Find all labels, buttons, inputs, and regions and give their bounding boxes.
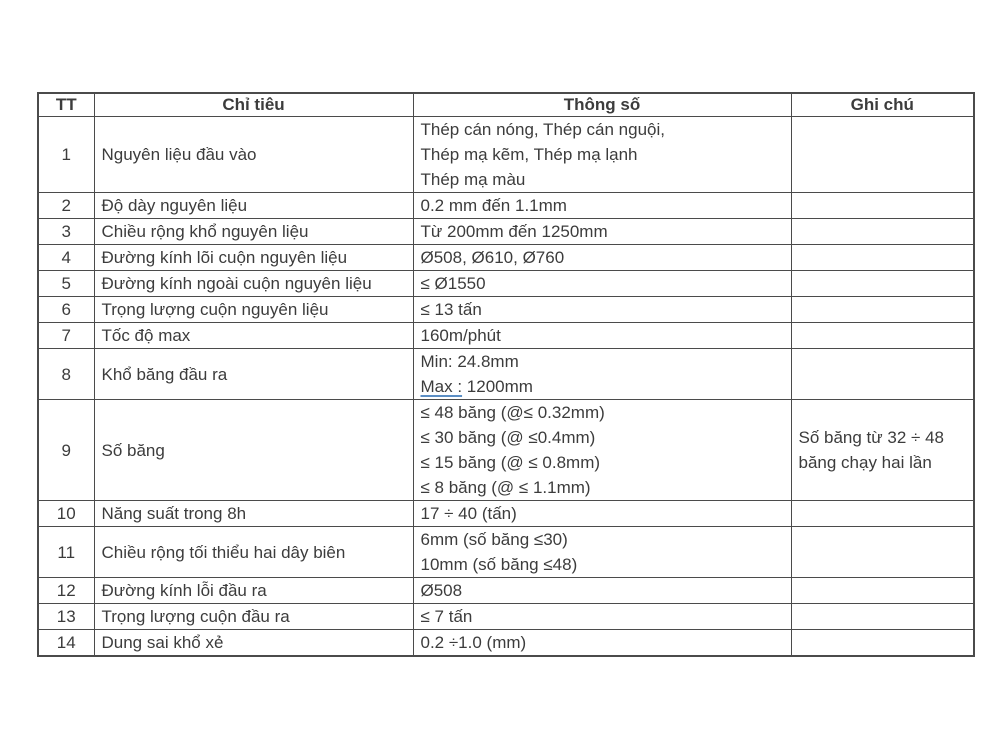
criteria-cell: Độ dày nguyên liệu	[94, 193, 413, 219]
criteria-cell: Trọng lượng cuộn đầu ra	[94, 604, 413, 630]
criteria-cell: Chiều rộng khổ nguyên liệu	[94, 219, 413, 245]
row-number-cell: 12	[38, 578, 94, 604]
row-number-cell: 2	[38, 193, 94, 219]
table-row	[38, 501, 974, 527]
criteria-cell: Năng suất trong 8h	[94, 501, 413, 527]
value-line: Max : 1200mm	[420, 377, 533, 396]
note-cell	[791, 193, 974, 219]
value-line: ≤ 30 băng (@ ≤0.4mm)	[420, 428, 596, 447]
criteria-cell: Số băng	[94, 400, 413, 501]
note-cell	[791, 271, 974, 297]
criteria-cell: Đường kính ngoài cuộn nguyên liệu	[94, 271, 413, 297]
value-line: 17 ÷ 40 (tấn)	[420, 504, 517, 523]
spec-table	[37, 92, 975, 657]
table-row	[38, 193, 974, 219]
value-line: Thép cán nóng, Thép cán nguội,	[420, 120, 665, 139]
note-cell	[791, 323, 974, 349]
note-cell	[791, 297, 974, 323]
note-cell	[791, 501, 974, 527]
header-cell-chi-tieu: Chỉ tiêu	[94, 93, 413, 117]
criteria-cell: Đường kính lõi cuộn nguyên liệu	[94, 245, 413, 271]
criteria-cell: Dung sai khổ xẻ	[94, 630, 413, 657]
row-number-cell: 8	[38, 349, 94, 400]
table-row	[38, 219, 974, 245]
value-line: Thép mạ kẽm, Thép mạ lạnh	[420, 145, 638, 164]
row-number-cell: 6	[38, 297, 94, 323]
value-cell	[413, 630, 791, 657]
value-line: 160m/phút	[420, 326, 501, 345]
value-cell	[413, 297, 791, 323]
table-row	[38, 117, 974, 193]
value-cell	[413, 400, 791, 501]
table-row	[38, 349, 974, 400]
underlined-text: Max :	[420, 377, 463, 396]
note-cell	[791, 349, 974, 400]
row-number-cell: 9	[38, 400, 94, 501]
value-line: ≤ 48 băng (@≤ 0.32mm)	[420, 403, 605, 422]
spec-table-body	[38, 117, 974, 657]
table-row	[38, 578, 974, 604]
row-number-cell: 14	[38, 630, 94, 657]
value-cell	[413, 193, 791, 219]
value-line: 0.2 ÷1.0 (mm)	[420, 633, 527, 652]
value-line: ≤ Ø1550	[420, 274, 486, 293]
criteria-cell: Tốc độ max	[94, 323, 413, 349]
criteria-cell: Khổ băng đầu ra	[94, 349, 413, 400]
value-cell	[413, 117, 791, 193]
header-cell-thong-so: Thông số	[413, 93, 791, 117]
value-line: 10mm (số băng ≤48)	[420, 555, 578, 574]
table-row	[38, 245, 974, 271]
value-line: ≤ 8 băng (@ ≤ 1.1mm)	[420, 478, 591, 497]
note-cell: Số băng từ 32 ÷ 48 băng chạy hai lần	[791, 400, 974, 501]
table-row	[38, 297, 974, 323]
value-cell	[413, 501, 791, 527]
value-line: Từ 200mm đến 1250mm	[420, 222, 608, 241]
row-number-cell: 11	[38, 527, 94, 578]
value-cell	[413, 245, 791, 271]
row-number-cell: 3	[38, 219, 94, 245]
table-row	[38, 604, 974, 630]
row-number-cell: 7	[38, 323, 94, 349]
value-cell	[413, 219, 791, 245]
value-line: 0.2 mm đến 1.1mm	[420, 196, 567, 215]
value-line: ≤ 7 tấn	[420, 607, 473, 626]
value-cell	[413, 578, 791, 604]
table-row	[38, 527, 974, 578]
note-cell	[791, 604, 974, 630]
header-row	[38, 93, 974, 117]
note-cell	[791, 219, 974, 245]
value-line: Ø508	[420, 581, 463, 600]
note-cell	[791, 245, 974, 271]
row-number-cell: 1	[38, 117, 94, 193]
value-cell	[413, 527, 791, 578]
header-cell-ghi-chu: Ghi chú	[791, 93, 974, 117]
value-cell	[413, 604, 791, 630]
table-row	[38, 630, 974, 657]
note-cell	[791, 527, 974, 578]
value-line: ≤ 15 băng (@ ≤ 0.8mm)	[420, 453, 601, 472]
note-cell	[791, 117, 974, 193]
note-cell	[791, 578, 974, 604]
row-number-cell: 4	[38, 245, 94, 271]
value-line: 6mm (số băng ≤30)	[420, 530, 568, 549]
criteria-cell: Chiều rộng tối thiểu hai dây biên	[94, 527, 413, 578]
value-line: Ø508, Ø610, Ø760	[420, 248, 565, 267]
value-cell	[413, 349, 791, 400]
row-number-cell: 5	[38, 271, 94, 297]
value-line: ≤ 13 tấn	[420, 300, 482, 319]
header-cell-tt: TT	[38, 93, 94, 117]
value-cell	[413, 271, 791, 297]
criteria-cell: Đường kính lỗi đầu ra	[94, 578, 413, 604]
value-line: Thép mạ màu	[420, 170, 526, 189]
value-line: Min: 24.8mm	[420, 352, 519, 371]
row-number-cell: 10	[38, 501, 94, 527]
criteria-cell: Trọng lượng cuộn nguyên liệu	[94, 297, 413, 323]
value-cell	[413, 323, 791, 349]
table-row	[38, 271, 974, 297]
criteria-cell: Nguyên liệu đầu vào	[94, 117, 413, 193]
row-number-cell: 13	[38, 604, 94, 630]
table-row	[38, 400, 974, 501]
note-cell	[791, 630, 974, 657]
table-row	[38, 323, 974, 349]
